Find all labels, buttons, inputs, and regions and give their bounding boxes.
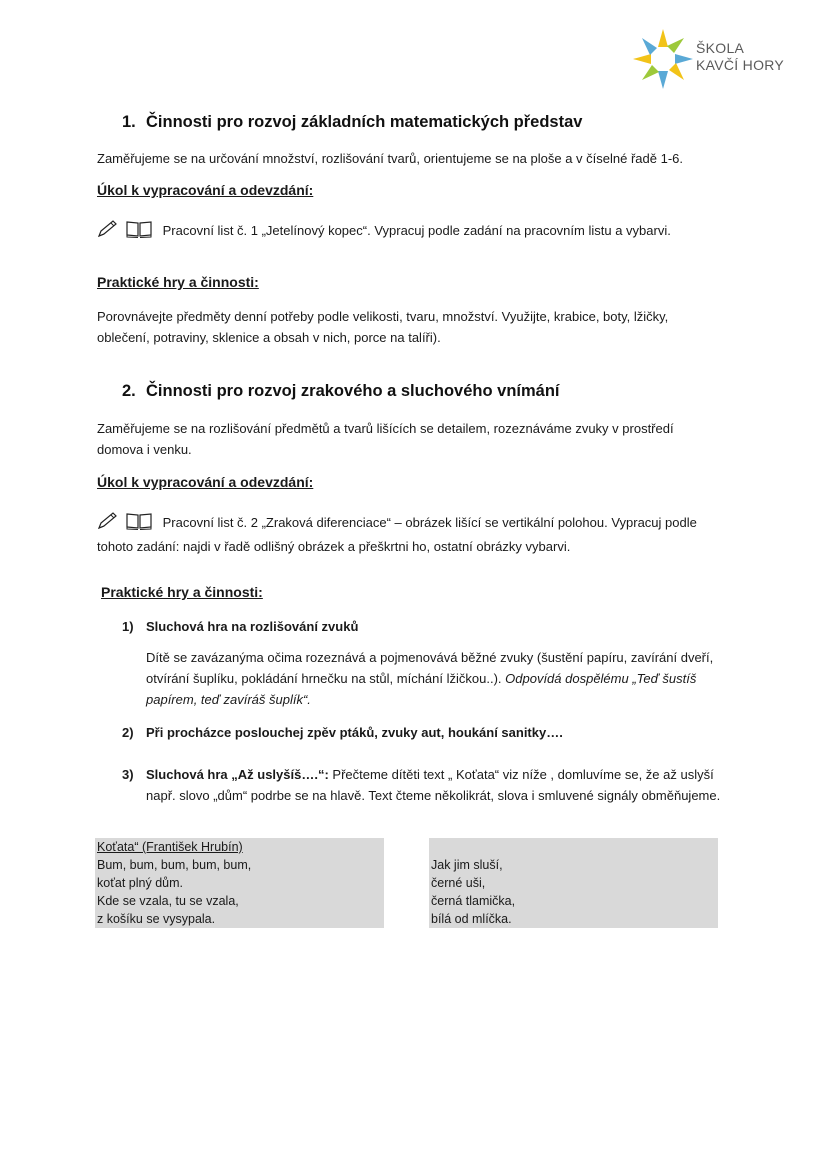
section2-intro: Zaměřujeme se na rozlišování předmětů a tvarů lišících se detailem, rozeznáváme zvuky v prostředí domova i venku. [97, 421, 674, 457]
section1-task-text: Pracovní list č. 1 „Jetelínový kopec“. Vypracuj podle zadání na pracovním listu a vybarvi. [162, 223, 671, 238]
section2-task-text: Pracovní list č. 2 „Zraková diferenciace“ – obrázek lišící se vertikální polohou. Vypracuj podle tohoto zadání: najdi v řadě odlišný obrázek a přeškrtni ho, ostatní obrázky vybarvi. [97, 515, 697, 554]
section2-task-heading: Úkol k vypracování a odevzdání: [97, 474, 314, 490]
pencil-icon [97, 512, 121, 530]
poem-right-column [429, 838, 718, 928]
logo-line1: ŠKOLA [696, 40, 745, 56]
section2-games-heading: Praktické hry a činnosti: [101, 584, 263, 600]
item-text-italic: Odpovídá dospělému „Teď šustíš papírem, teď zavíráš šuplík“. [146, 671, 697, 707]
section1-intro: Zaměřujeme se na určování množství, rozlišování tvarů, orientujeme se na ploše a v číselné řadě 1-6. [97, 151, 684, 166]
poem-line: černé uši, [431, 876, 486, 890]
item-text [146, 647, 732, 710]
item-text-plain: Dítě se zavázanýma očima rozeznává a pojmenovává běžné zvuky (šustění papíru, zavírání dveří, otvírání šuplíku, pokládání hrnečku na stůl, míchání lžičkou..). [146, 650, 714, 686]
logo-line2: KAVČÍ HORY [696, 57, 785, 73]
poem-line: z košíku se vysypala. [97, 912, 216, 926]
section1-task [97, 220, 727, 244]
poem-line: Jak jim sluší, [431, 858, 503, 872]
list-item [122, 722, 732, 743]
pencil-book-icons [97, 512, 153, 536]
item-title: Sluchová hra „Až uslyšíš….“: [146, 767, 329, 782]
section2-title: Činnosti pro rozvoj zrakového a sluchového vnímání [146, 382, 560, 400]
section1-task-heading: Úkol k vypracování a odevzdání: [97, 182, 314, 198]
poem-line: koťat plný dům. [97, 876, 183, 890]
item-number: 1) [122, 619, 134, 634]
section1-games-text: Porovnávejte předměty denní potřeby podle velikosti, tvaru, množství. Využijte, krabice, boty, lžičky, oblečení, potraviny, sklenice a obsah v nich, porce na talíři). [97, 309, 669, 345]
item-title: Při procházce poslouchej zpěv ptáků, zvuky aut, houkání sanitky…. [146, 725, 563, 740]
item-number: 3) [122, 767, 134, 782]
section2-task [97, 512, 722, 557]
poem-line: Bum, bum, bum, bum, bum, [97, 858, 252, 872]
section2-heading [122, 382, 560, 401]
star-logo-icon [632, 28, 694, 90]
item-text [146, 764, 732, 806]
section1-heading [122, 113, 582, 132]
open-book-icon [125, 220, 153, 238]
school-logo [632, 28, 792, 92]
item-title: Sluchová hra na rozlišování zvuků [146, 619, 359, 634]
poem-blank-line [431, 838, 718, 856]
poem-line: černá tlamička, [431, 894, 516, 908]
item-number: 2) [122, 725, 134, 740]
pencil-book-icons [97, 220, 153, 244]
open-book-icon [125, 512, 153, 530]
section1-games-heading: Praktické hry a činnosti: [97, 274, 259, 290]
poem-title: Koťata“ (František Hrubín) [97, 840, 243, 854]
poem-line: bílá od mlíčka. [431, 912, 512, 926]
section1-title: Činnosti pro rozvoj základních matematických představ [146, 113, 583, 131]
list-item [122, 616, 732, 710]
pencil-icon [97, 220, 121, 238]
section1-number: 1. [122, 113, 136, 131]
list-item [122, 764, 732, 806]
item-text-plain: Přečteme dítěti text „ Koťata“ viz níže , domluvíme se, že až uslyší např. slovo „dům“ podrbe se na hlavě. Text čteme několikrát, slova i smluvené signály obměňujeme. [146, 767, 721, 803]
poem-left-column [95, 838, 384, 928]
section2-number: 2. [122, 382, 136, 400]
poem-line: Kde se vzala, tu se vzala, [97, 894, 239, 908]
logo-text [696, 40, 784, 74]
